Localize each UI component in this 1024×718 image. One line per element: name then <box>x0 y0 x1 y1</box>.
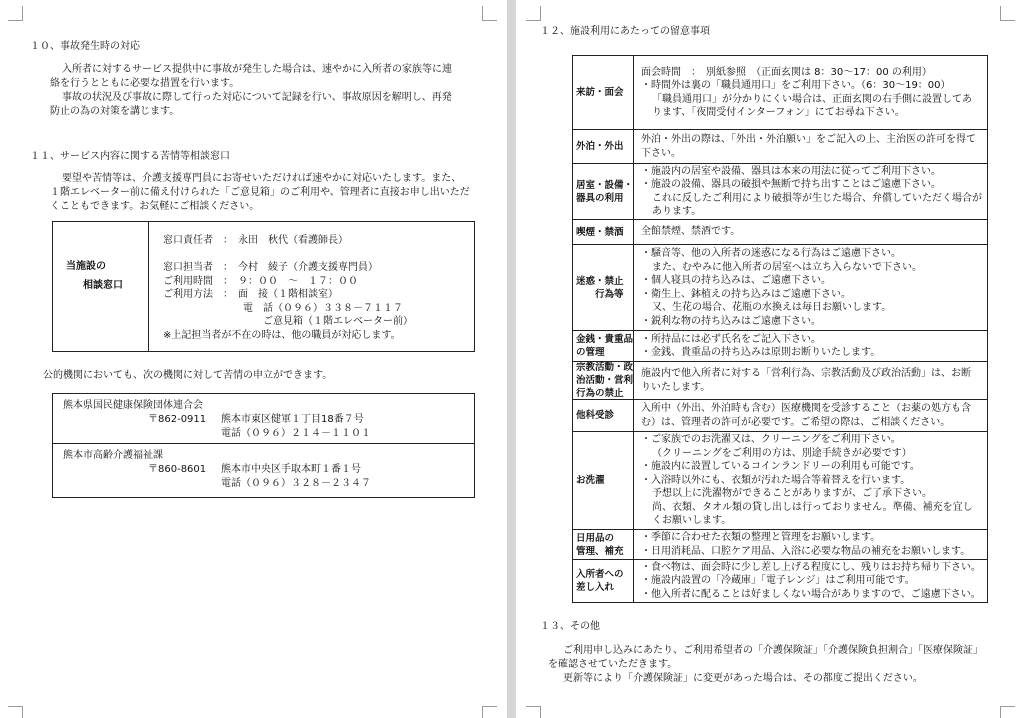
crop-mark <box>8 20 23 21</box>
crop-mark <box>526 20 541 21</box>
row-content <box>634 400 987 431</box>
table-row-overnight <box>573 130 987 164</box>
section-11-heading: １１、サービス内容に関する苦情等相談窓口 <box>30 151 230 162</box>
row-label-line: 他科受診 <box>576 410 615 421</box>
row-label-line: 治活動・営利 <box>576 375 634 386</box>
row-label <box>573 245 634 330</box>
contact-staff: 窓口担当者 ： 今村 綾子（介護支援専門員） <box>163 262 378 273</box>
row-content-line: ・食べ物は、面会時に少し差し上げる程度にし、残りはお持ち帰り下さい。 <box>641 561 981 573</box>
row-label-line: 器具の利用 <box>576 192 624 204</box>
row-label-line: 日用品の <box>576 532 615 544</box>
row-content-line: ・ご家族でのお洗濯又は、クリーニングをご利用下さい。 <box>641 434 901 446</box>
crop-mark <box>482 6 483 20</box>
contact-label-line: 相談窓口 <box>83 280 123 291</box>
crop-mark <box>1000 706 1015 707</box>
public-agency-note: 公的機関においても、次の機関に対して苦情の申立ができます。 <box>43 370 333 381</box>
agency-postal: 〒860-8601 <box>148 464 207 475</box>
row-content-line: 又、生花の場合、花瓶の水換えは毎日お願いします。 <box>652 302 892 313</box>
row-label <box>573 432 634 529</box>
section-10-line: 絡を行うとともに必要な措置を行います。 <box>50 78 240 89</box>
agency-name: 熊本市高齢介護福祉課 <box>63 450 163 461</box>
agencies-divider <box>53 443 474 444</box>
row-content-line: む）は、管理者の許可が必要です。ご希望の際は、ご相談ください。 <box>641 416 951 428</box>
agency-address: 熊本市中央区手取本町１番１号 <box>221 464 361 475</box>
section-10-line: 入所者に対するサービス提供中に事故が発生した場合は、速やかに入所者の家族等に連 <box>62 64 452 75</box>
contact-box <box>52 221 475 352</box>
section-13-line: ご利用申し込みにあたり、ご利用希望者の「介護保険証」「介護保険負担割合」「医療保険証」 <box>563 645 983 656</box>
row-content-line: また、むやみに他入所者の居室へは立ち入らないで下さい。 <box>652 261 922 273</box>
row-content-line: ・施設内設置の「冷蔵庫」「電子レンジ」はご利用可能です。 <box>641 575 915 587</box>
row-content-line: ・所持品には必ず氏名をご記入下さい。 <box>641 333 821 345</box>
row-content-line: これに反したご利用により破損等が生じた場合、弁償していただく場合が <box>652 192 982 204</box>
row-content-line: 全館禁煙、禁酒です。 <box>641 226 741 238</box>
row-content-line: ・施設内の居室や設備、器具は本来の用法に従ってご利用下さい。 <box>641 165 941 177</box>
crop-mark <box>482 20 497 21</box>
row-label-line: 入所者への <box>576 569 624 580</box>
row-content-line: ・他入所者に配ることは好ましくない場合がありますので、ご遠慮下さい。 <box>641 588 981 600</box>
row-label <box>573 164 634 219</box>
section-13-line: 更新等により「介護保険証」に変更があった場合は、その都度ご提出ください。 <box>563 673 923 684</box>
row-content <box>634 362 987 399</box>
crop-mark <box>1000 706 1001 718</box>
public-agencies-box <box>52 393 475 498</box>
table-row-visit <box>573 56 987 130</box>
contact-manager: 窓口責任者 ： 永田 秋代（看護師長） <box>163 235 348 246</box>
table-row-other-clinic <box>573 400 987 432</box>
row-content-line: ・騒音等、他の入所者の迷惑になる行為はご遠慮下さい。 <box>641 248 901 259</box>
row-content <box>634 130 987 163</box>
row-content <box>634 245 987 330</box>
row-label-line: 来訪・面会 <box>576 87 624 98</box>
section-11-line: くこともできます。お気軽にご相談ください。 <box>50 201 260 212</box>
row-label-line: 行為等 <box>595 288 624 300</box>
row-label <box>573 400 634 431</box>
row-label <box>573 56 634 129</box>
row-content-line: 面会時間 ： 別紙参照 （正面玄関は 8：30～17：00 の利用） <box>641 66 932 78</box>
row-content-line: 施設内で他入所者に対する「営利行為、宗教活動及び政治活動」は、お断 <box>641 368 971 379</box>
row-label-line: 差し入れ <box>576 582 615 593</box>
crop-mark <box>482 706 483 718</box>
row-content-line: あります。 <box>652 206 702 217</box>
row-content-line: ・金銭、貴重品の持ち込みは原則お断りいたします。 <box>641 347 881 358</box>
row-label <box>573 130 634 163</box>
crop-mark <box>8 706 23 707</box>
contact-details <box>163 261 413 342</box>
crop-mark <box>540 706 541 718</box>
contact-box-divider <box>148 222 149 351</box>
row-content-line: くお願いします。 <box>652 515 732 527</box>
crop-mark <box>22 706 23 718</box>
table-row-prohibited <box>573 245 987 331</box>
row-content-line: 尚、衣類、タオル類の貸し出しは行っておりません。準備、補充を宜し <box>652 501 973 513</box>
table-row-smoking <box>573 220 987 245</box>
row-content <box>634 220 987 244</box>
row-content-line: 外泊・外出の際は、「外出・外泊願い」をご記入の上、主治医の許可を得て <box>641 134 976 145</box>
row-label-line: 迷惑・禁止 <box>576 275 624 287</box>
row-content-line: ・入浴時以外にも、衣類が汚れた場合等着替えを行います。 <box>641 474 911 486</box>
section-10-heading: １０、事故発生時の対応 <box>30 41 140 52</box>
table-row-room-equipment <box>573 164 987 220</box>
row-content-line: 「職員通用口」が分かりにくい場合は、正面玄関の右手側に設置してあ <box>652 93 972 105</box>
row-label <box>573 560 634 602</box>
agency-postal: 〒862-0911 <box>148 414 207 425</box>
row-content <box>634 56 987 129</box>
contact-hours: ご利用時間 ： ９：００ ～ １７：００ <box>163 275 358 287</box>
section-10-line: 事故の状況及び事故に際して行った対応について記録を行い、事故原因を解明し、再発 <box>62 92 452 103</box>
row-label <box>573 530 634 559</box>
row-label-line: 喫煙・禁酒 <box>576 226 624 238</box>
section-12-heading: １２、施設利用にあたっての留意事項 <box>540 26 710 37</box>
section-10-body <box>50 63 452 119</box>
row-label-line: 居室・設備・ <box>576 179 634 191</box>
row-content <box>634 164 987 219</box>
row-content-line: ・個人寝具の持ち込みは、ご遠慮下さい。 <box>641 275 831 286</box>
row-label <box>573 362 634 399</box>
row-content <box>634 530 987 559</box>
row-content-line: ・施設の設備、器具の破損や無断で持ち出すことはご遠慮下さい。 <box>641 179 941 190</box>
row-label <box>573 220 634 244</box>
row-content-line: ・時間外は裏の「職員通用口」をご利用下さい。（6：30～19：00） <box>641 80 951 91</box>
crop-mark <box>526 706 541 707</box>
agency-address: 熊本市東区健軍１丁目18番７号 <box>221 414 364 425</box>
agency-phone: 電話（０９６）３２８－２３４７ <box>221 478 371 489</box>
row-content-line: ります、「夜間受付インターフォン」にてお尋ね下さい。 <box>652 107 905 118</box>
section-13-body <box>548 644 983 686</box>
section-10-line: 防止の為の対策を講じます。 <box>50 106 180 117</box>
page-gutter <box>507 0 516 718</box>
row-content-line: ・鋭利な物の持ち込みはご遠慮下さい。 <box>641 315 821 327</box>
crop-mark <box>540 6 541 20</box>
row-content-line: ・日用消耗品、口腔ケア用品、入浴に必要な物品の補充をお願いします。 <box>641 545 971 557</box>
row-label-line: の管理 <box>576 347 605 358</box>
row-content-line: 予想以上に洗濯物ができることがありますが、ご了承下さい。 <box>652 488 932 500</box>
crop-mark <box>1000 6 1001 20</box>
section-13-line: を確認させていただきます。 <box>548 659 678 670</box>
row-label-line: お洗濯 <box>576 475 605 486</box>
contact-label-line: 当施設の <box>66 261 106 272</box>
row-content-line: りいたします。 <box>641 381 711 393</box>
row-content-line: （クリーニングをご利用の方は、別途手続きが必要です） <box>652 447 912 459</box>
left-page <box>0 0 507 718</box>
crop-mark <box>22 6 23 20</box>
agency-name: 熊本県国民健康保険団体連合会 <box>63 400 203 411</box>
section-11-line: １階エレベーター前に備え付けられた「ご意見箱」のご利用や、管理者に直接お申し出いただ <box>50 187 470 198</box>
row-label-line: 金銭・貴重品 <box>576 334 634 345</box>
table-row-religious-political <box>573 362 987 400</box>
right-page <box>516 0 1024 718</box>
row-content-line: ・施設内に設置しているコインランドリーの利用も可能です。 <box>641 461 920 473</box>
section-11-line: 要望や苦情等は、介護支援専門員にお寄せいただければ速やかに対応いたします。また、 <box>62 173 462 184</box>
row-label-line: 外泊・外出 <box>576 141 624 152</box>
contact-method: ご利用方法 ： 面 接（１階相談室） <box>163 289 338 300</box>
row-content <box>634 560 987 602</box>
row-label-line: 管理、補充 <box>576 545 624 557</box>
contact-phone: 電 話（０９６）３３８－７１１７ <box>243 302 403 314</box>
agency-phone: 電話（０９６）２１４－１１０１ <box>221 428 371 439</box>
row-content-line: ・衛生上、鉢植えの持ち込みはご遠慮下さい。 <box>641 288 851 300</box>
crop-mark <box>1000 20 1015 21</box>
section-11-body <box>50 172 470 214</box>
contact-opinion-box: ご意見箱（１階エレベーター前） <box>263 316 413 327</box>
contact-note: ※上記担当者が不在の時は、他の職員が対応します。 <box>163 329 401 341</box>
section-13-heading: １３、その他 <box>540 621 600 632</box>
row-content <box>634 432 987 529</box>
table-row-gifts <box>573 560 987 602</box>
row-content <box>634 331 987 361</box>
row-label-line: 宗教活動・政 <box>576 362 634 373</box>
table-row-valuables <box>573 331 987 362</box>
row-label <box>573 331 634 361</box>
crop-mark <box>482 706 497 707</box>
row-content-line: ・季節に合わせた衣類の整理と管理をお願いします。 <box>641 532 881 543</box>
table-row-laundry <box>573 432 987 530</box>
row-content-line: 入所中（外出、外泊時も含む）医療機関を受診すること（お薬の処方も含 <box>641 403 971 414</box>
rules-table <box>572 55 988 603</box>
table-row-daily-goods <box>573 530 987 560</box>
row-label-line: 行為の禁止 <box>576 388 624 399</box>
row-content-line: 下さい。 <box>641 147 681 159</box>
